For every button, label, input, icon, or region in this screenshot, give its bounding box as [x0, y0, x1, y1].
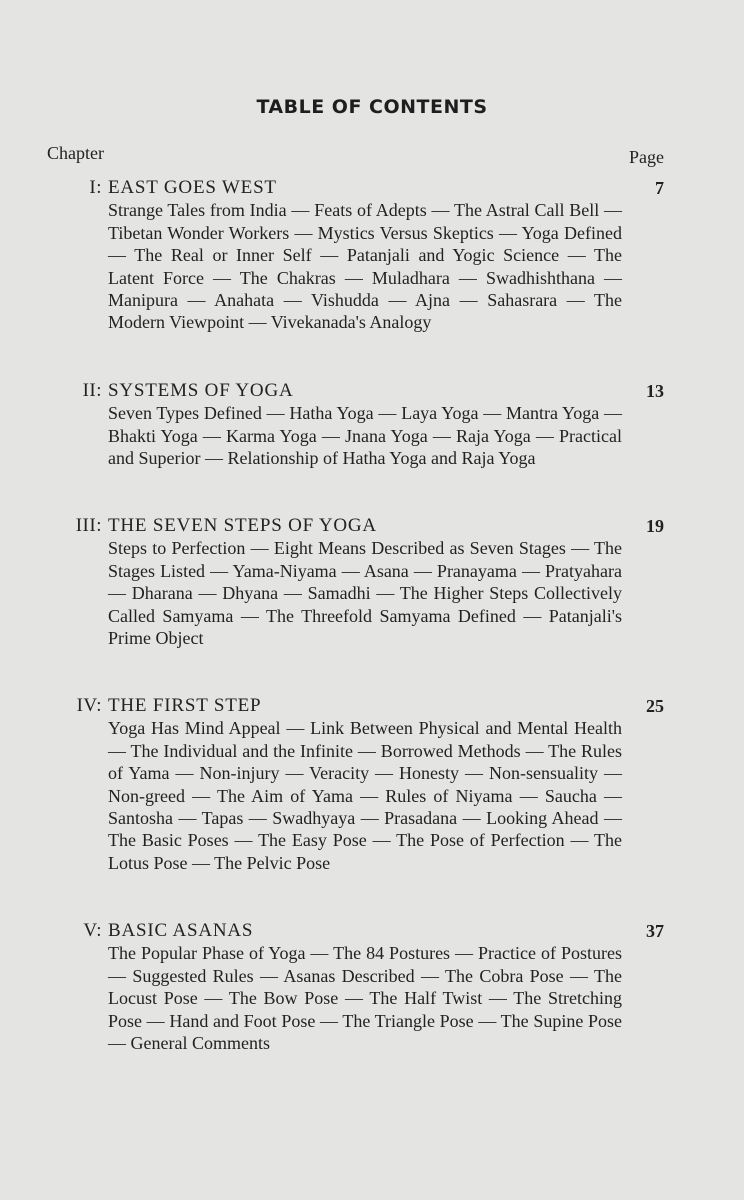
chapter-number: V: — [83, 920, 102, 941]
chapter-page-number: 13 — [646, 381, 664, 401]
chapter-description: Seven Types Defined — Hatha Yoga — Laya Yoga — Mantra Yoga — Bhakti Yoga — Karma Yoga — Jnana Yoga — Raja Yoga — Practical and Superior — Relationship of Hatha Yoga and Raja Yoga — [108, 403, 622, 469]
chapter-number: II: — [82, 380, 102, 401]
chapter-title: SYSTEMS OF YOGA — [108, 380, 294, 401]
chapter-page-number: 25 — [646, 696, 664, 716]
chapter-page-number: 19 — [646, 516, 664, 536]
chapter-number: III: — [75, 515, 102, 536]
chapter-number: IV: — [76, 695, 102, 716]
chapter-description: Strange Tales from India — Feats of Adepts — The Astral Call Bell — Tibetan Wonder Workers — Mystics Versus Skeptics — Yoga Defined — The Real or Inner Self — Patanjali and Yogic Science — The Latent Force — The Chakras — Muladhara — Swadhishthana — Manipura — Anahata — Vishudda — Ajna — Sahasrara — The Modern Viewpoint — Vivekanada's Analogy — [108, 200, 622, 333]
chapter-description: The Popular Phase of Yoga — The 84 Postures — Practice of Postures — Suggested Rules — Asanas Described — The Cobra Pose — The Locust Pose — The Bow Pose — The Half Twist — The Stretching Pose — Hand and Foot Pose — The Triangle Pose — The Supine Pose — General Comments — [108, 943, 622, 1054]
page-title: TABLE OF CONTENTS — [256, 96, 488, 118]
chapter-description: Steps to Perfection — Eight Means Described as Seven Stages — The Stages Listed — Yama-Niyama — Asana — Pranayama — Pratyahara — Dharana — Dhyana — Samadhi — The Higher Steps Collectively Called Samyama — The Threefold Samyama Defined — Patanjali's Prime Object — [108, 538, 622, 649]
chapter-column-header: Chapter — [47, 143, 104, 163]
chapter-title: BASIC ASANAS — [108, 920, 254, 941]
chapter-page-number: 7 — [655, 178, 664, 198]
page-column-header: Page — [629, 147, 664, 167]
chapter-description: Yoga Has Mind Appeal — Link Between Physical and Mental Health — The Individual and the Infinite — Borrowed Methods — The Rules of Yama — Non-injury — Veracity — Honesty — Non-sensuality — Non-greed — The Aim of Yama — Rules of Niyama — Saucha — Santosha — Tapas — Swadhyaya — Prasadana — Looking Ahead — The Basic Poses — The Easy Pose — The Pose of Perfection — The Lotus Pose — The Pelvic Pose — [108, 718, 622, 873]
chapter-title: THE FIRST STEP — [108, 695, 262, 716]
chapter-title: EAST GOES WEST — [108, 177, 277, 198]
chapter-title: THE SEVEN STEPS OF YOGA — [108, 515, 377, 536]
chapter-page-number: 37 — [646, 921, 664, 941]
chapter-number: I: — [89, 177, 102, 198]
